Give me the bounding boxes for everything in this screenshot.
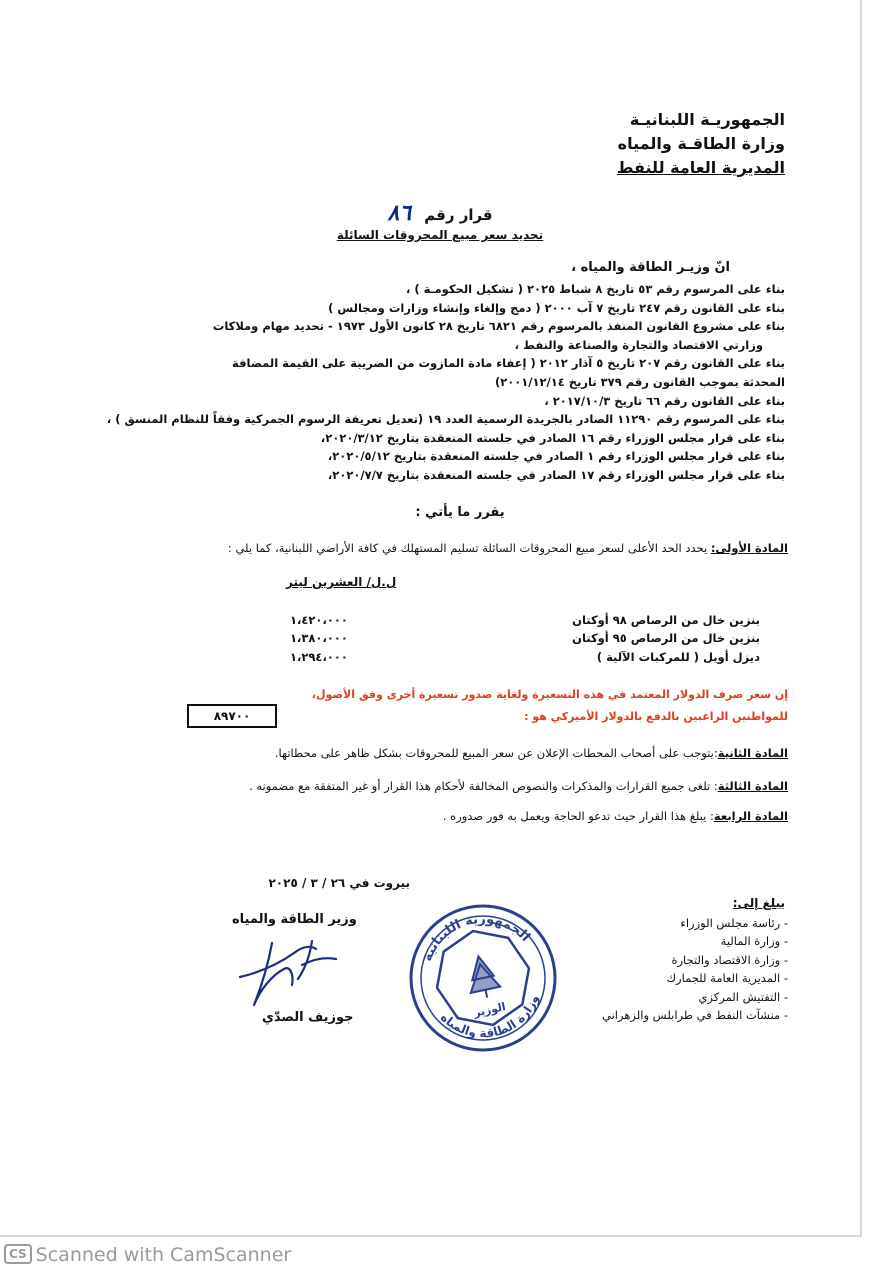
svg-text:وزارة الطاقة والمياه — [436, 990, 548, 1050]
fuel-price: ١،٢٩٤،٠٠٠ — [290, 650, 348, 664]
preamble-item: بناء على قرار مجلس الوزراء رقم ١٦ الصادر في جلسته المنعقدة بتاريخ ٢٠٢٠/٣/١٢، — [320, 430, 785, 445]
article-4 — [443, 809, 788, 823]
decision-title — [0, 200, 880, 226]
preamble-item: بناء على مشروع القانون المنفذ بالمرسوم رقم ٦٨٢١ تاريخ ٢٨ كانون الأول ١٩٧٣ - تحديد مهام وملاكات — [212, 319, 785, 334]
letterhead-republic: الجمهوريـة اللبنانيـة — [629, 110, 785, 129]
article-1-text: يحدد الحد الأعلى لسعر مبيع المحروقات السائلة تسليم المستهلك في كافة الأراضي اللبنانية، كما يلي : — [227, 541, 711, 555]
stamp-bottom-text: وزارة الطاقة والمياه — [437, 993, 542, 1041]
fuel-row — [0, 650, 880, 670]
article-1-label: المادة الأولى: — [710, 541, 788, 555]
distribution-item: - منشآت النفط في طرابلس والزهراني — [602, 1008, 788, 1023]
svg-text:الجمهورية اللبنانية — [413, 901, 534, 966]
signatory-name: جوزيف الصدّي — [262, 1010, 354, 1025]
issue-date: بيروت في ٢٦ / ٣ / ٢٠٢٥ — [268, 876, 410, 890]
letterhead-ministry: وزارة الطاقـة والمياه — [617, 134, 785, 153]
minister-opening: انّ وزيـر الطاقة والمياه ، — [571, 260, 730, 275]
decision-label: قرار رقم — [424, 206, 493, 224]
preamble-item: وزارتي الاقتصاد والتجارة والصناعة والنفط ، — [514, 337, 763, 352]
article-1 — [228, 541, 788, 555]
exchange-rate-box: ٨٩٧٠٠ — [187, 704, 277, 728]
decision-number: ٨٦ — [387, 200, 412, 226]
decision-subject: تحديد سعر مبيع المحروقات السائلة — [336, 228, 544, 242]
exchange-note-line-2: للمواطنين الراغبين بالدفع بالدولار الأميركي هو : — [524, 710, 788, 723]
stamp-center-text: الوزير — [472, 1000, 507, 1020]
fuel-row — [0, 631, 880, 651]
preamble-item: بناء على المرسوم رقم ١١٢٩٠ الصادر بالجريدة الرسمية العدد ١٩ (تعديل تعريفة الرسوم الجمركية وفقاً للنظام المنسق ) ، — [106, 412, 785, 427]
preamble-item: بناء على القانون رقم ٢٤٧ تاريخ ٧ آب ٢٠٠٠ ( دمج وإلغاء وإنشاء وزارات ومجالس ) — [328, 300, 785, 315]
distribution-item: - وزارة المالية — [720, 934, 788, 949]
letterhead — [617, 108, 785, 180]
camscanner-text: Scanned with CamScanner — [35, 1244, 292, 1266]
letterhead-directorate: المديرية العامة للنفط — [616, 158, 785, 177]
preamble-item: بناء على المرسوم رقم ٥٣ تاريخ ٨ شباط ٢٠٢٥ ( تشكيل الحكومـة ) ، — [405, 282, 785, 296]
preamble-item: بناء على القانون رقم ٢٠٧ تاريخ ٥ آذار ٢٠١٢ ( إعفاء مادة المازوت من الضريبة على القيمة المضافة — [232, 356, 785, 371]
article-3-label: المادة الثالثة — [717, 779, 788, 793]
preamble-item: بناء على قرار مجلس الوزراء رقم ١٧ الصادر في جلسته المنعقدة بتاريخ ٢٠٢٠/٧/٧، — [327, 467, 785, 482]
distribution-item: - التفتيش المركزي — [698, 989, 788, 1004]
price-unit-label: ل.ل/ العشرين ليتر — [286, 575, 397, 589]
article-4-text: : يبلغ هذا القرار حيث تدعو الحاجة ويعمل به فور صدوره . — [442, 809, 714, 823]
signatory-title: وزير الطاقة والمياه — [232, 912, 357, 927]
preamble-item: المحدثة بموجب القانون رقم ٣٧٩ تاريخ ٢٠٠١/١٢/١٤) — [494, 374, 785, 389]
distribution-list — [602, 914, 788, 1024]
article-3 — [249, 779, 788, 793]
stamp-top-text: الجمهورية اللبنانية — [419, 911, 533, 964]
article-2 — [275, 746, 788, 760]
camscanner-logo-icon: CS — [4, 1244, 32, 1264]
signature-icon — [232, 935, 342, 1010]
article-2-label: المادة الثانية — [717, 746, 788, 760]
fuel-name: ديزل أويل ( للمركبات الآلية ) — [596, 650, 760, 664]
decides-heading: يقرر ما يأتي : — [415, 505, 505, 520]
preamble-list — [106, 280, 785, 485]
article-4-label: المادة الرابعة — [713, 809, 788, 823]
camscanner-footer — [4, 1244, 291, 1266]
exchange-note-line-1: إن سعر صرف الدولار المعتمد في هذه التسعيرة ولغاية صدور تسعيرة أخرى وفق الأصول، — [311, 688, 788, 701]
fuel-price: ١،٤٢٠،٠٠٠ — [290, 613, 348, 627]
distribution-title: يبلغ إلى: — [732, 896, 785, 910]
distribution-item: - رئاسة مجلس الوزراء — [680, 916, 788, 930]
fuel-price: ١،٣٨٠،٠٠٠ — [290, 631, 348, 645]
distribution-item: - المديرية العامة للجمارك — [666, 971, 788, 986]
preamble-item: بناء على قرار مجلس الوزراء رقم ١ الصادر في جلسته المنعقدة بتاريخ ٢٠٢٠/٥/١٢، — [327, 449, 785, 464]
fuel-row — [0, 613, 880, 633]
article-3-text: : تلغى جميع القرارات والمذكرات والنصوص المخالفة لأحكام هذا القرار أو غير المتفقة مع مضمونه . — [249, 779, 718, 793]
fuel-name: بنزين خال من الرصاص ٩٥ أوكتان — [572, 631, 760, 645]
fuel-name: بنزين خال من الرصاص ٩٨ أوكتان — [572, 613, 760, 627]
official-stamp-icon — [398, 898, 568, 1058]
distribution-item: - وزارة الاقتصاد والتجارة — [671, 952, 788, 967]
article-2-text: :يتوجب على أصحاب المحطات الإعلان عن سعر المبيع للمحروقات بشكل ظاهر على محطاتها. — [274, 746, 718, 760]
preamble-item: بناء على القانون رقم ٦٦ تاريخ ٢٠١٧/١٠/٣ ، — [544, 393, 785, 408]
